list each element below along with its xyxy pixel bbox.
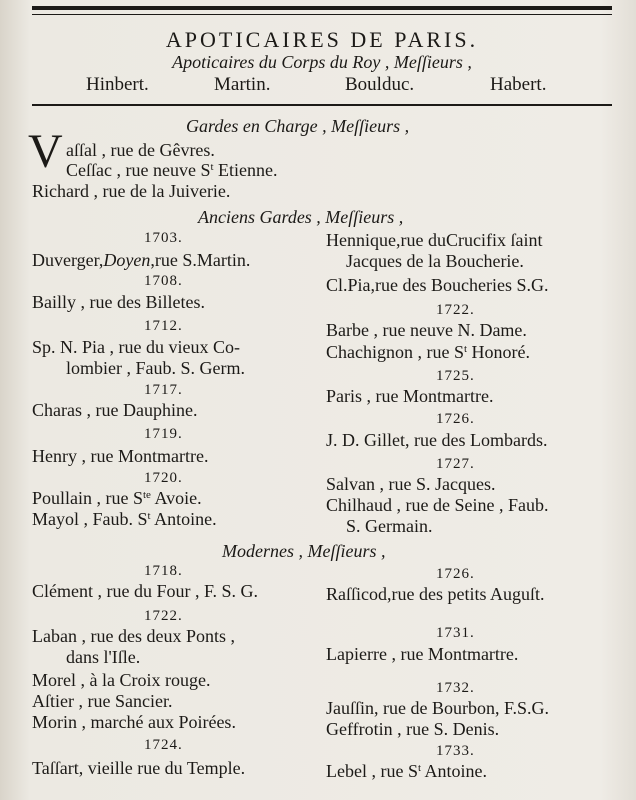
year-label: 1731. — [436, 625, 475, 641]
entry-line: Paris , rue Montmartre. — [326, 386, 494, 406]
entry-line: lombier , Faub. S. Germ. — [66, 358, 245, 378]
entry-line: Jacques de la Boucherie. — [346, 251, 524, 271]
year-label: 1724. — [144, 737, 183, 753]
entry-line: Laban , rue des deux Ponts , — [32, 626, 235, 646]
entry-line: S. Germain. — [346, 516, 433, 536]
gardes-line: Ceſſac , rue neuve $S^t$ Etienne. — [66, 160, 278, 180]
apoticaire-name: Habert. — [490, 74, 547, 95]
entry-line: Charas , rue Dauphine. — [32, 400, 198, 420]
page-title: APOTICAIRES DE PARIS. — [165, 27, 479, 52]
entry-line: Geffrotin , rue S. Denis. — [326, 719, 500, 739]
anciens-heading: Anciens Gardes , Meſſieurs , — [198, 207, 404, 227]
entry-line: Sp. N. Pia , rue du vieux Co- — [32, 337, 240, 357]
gardes-heading: Gardes en Charge , Meſſieurs , — [186, 116, 410, 136]
year-label: 1726. — [436, 411, 475, 427]
entry-line: Cl.Pia,rue des Boucheries S.G. — [326, 275, 549, 295]
modernes-heading: Modernes , Meſſieurs , — [222, 541, 386, 561]
entry-line: Morin , marché aux Poirées. — [32, 712, 236, 732]
section-rule — [32, 104, 612, 106]
entry-line: Taſſart, vieille rue du Temple. — [32, 758, 246, 778]
year-label: 1733. — [436, 743, 475, 759]
year-label: 1727. — [436, 456, 475, 472]
entry-line: Chachignon , rue $S^t$ Honoré. — [326, 342, 531, 362]
gardes-line: aſſal , rue de Gêvres. — [66, 140, 215, 160]
year-label: 1722. — [144, 608, 183, 624]
entry-line: J. D. Gillet, rue des Lombards. — [326, 430, 548, 450]
top-thin-rule — [32, 14, 612, 15]
year-label: 1722. — [436, 302, 475, 318]
apoticaire-name: Boulduc. — [345, 74, 415, 95]
apoticaire-name: Martin. — [214, 74, 271, 95]
entry-line: dans l'Iſle. — [66, 647, 141, 667]
entry-line: Poullain , rue $S^{te}$ Avoie. — [32, 488, 202, 508]
subtitle: Apoticaires du Corps du Roy , Meſſieurs , — [172, 52, 472, 72]
entry-line: Raſſicod,rue des petits Auguſt. — [326, 584, 545, 604]
entry-line: Bailly , rue des Billetes. — [32, 292, 205, 312]
top-rule — [32, 6, 612, 10]
entry-line: Clément , rue du Four , F. S. G. — [32, 581, 259, 601]
apoticaire-name: Hinbert. — [86, 74, 149, 95]
year-label: 1708. — [144, 273, 183, 289]
entry-line: Lebel , rue $S^t$ Antoine. — [326, 761, 488, 781]
entry-line: Jauſſin, rue de Bourbon, F.S.G. — [326, 698, 550, 718]
entry-line: Henry , rue Montmartre. — [32, 446, 209, 466]
year-label: 1725. — [436, 368, 475, 384]
year-label: 1717. — [144, 382, 183, 398]
entry-line: Duverger,Doyen,rue S.Martin. — [32, 250, 251, 270]
year-label: 1720. — [144, 470, 183, 486]
year-label: 1732. — [436, 680, 475, 696]
entry-line: Salvan , rue S. Jacques. — [326, 474, 496, 494]
year-label: 1703. — [144, 230, 183, 246]
year-label: 1712. — [144, 318, 183, 334]
entry-line: Aſtier , rue Sancier. — [32, 691, 173, 711]
year-label: 1726. — [436, 566, 475, 582]
entry-line: Morel , à la Croix rouge. — [32, 670, 211, 690]
entry-line: Chilhaud , rue de Seine , Faub. — [326, 495, 549, 515]
gardes-line: Richard , rue de la Juiverie. — [32, 181, 231, 201]
entry-line: Lapierre , rue Montmartre. — [326, 644, 519, 664]
entry-line: Mayol , Faub. $S^t$ Antoine. — [32, 509, 217, 529]
entry-line: Hennique,rue duCrucifix ſaint — [326, 230, 543, 250]
year-label: 1719. — [144, 426, 183, 442]
year-label: 1718. — [144, 563, 183, 579]
entry-line: Barbe , rue neuve N. Dame. — [326, 320, 527, 340]
drop-cap: V — [28, 125, 63, 178]
